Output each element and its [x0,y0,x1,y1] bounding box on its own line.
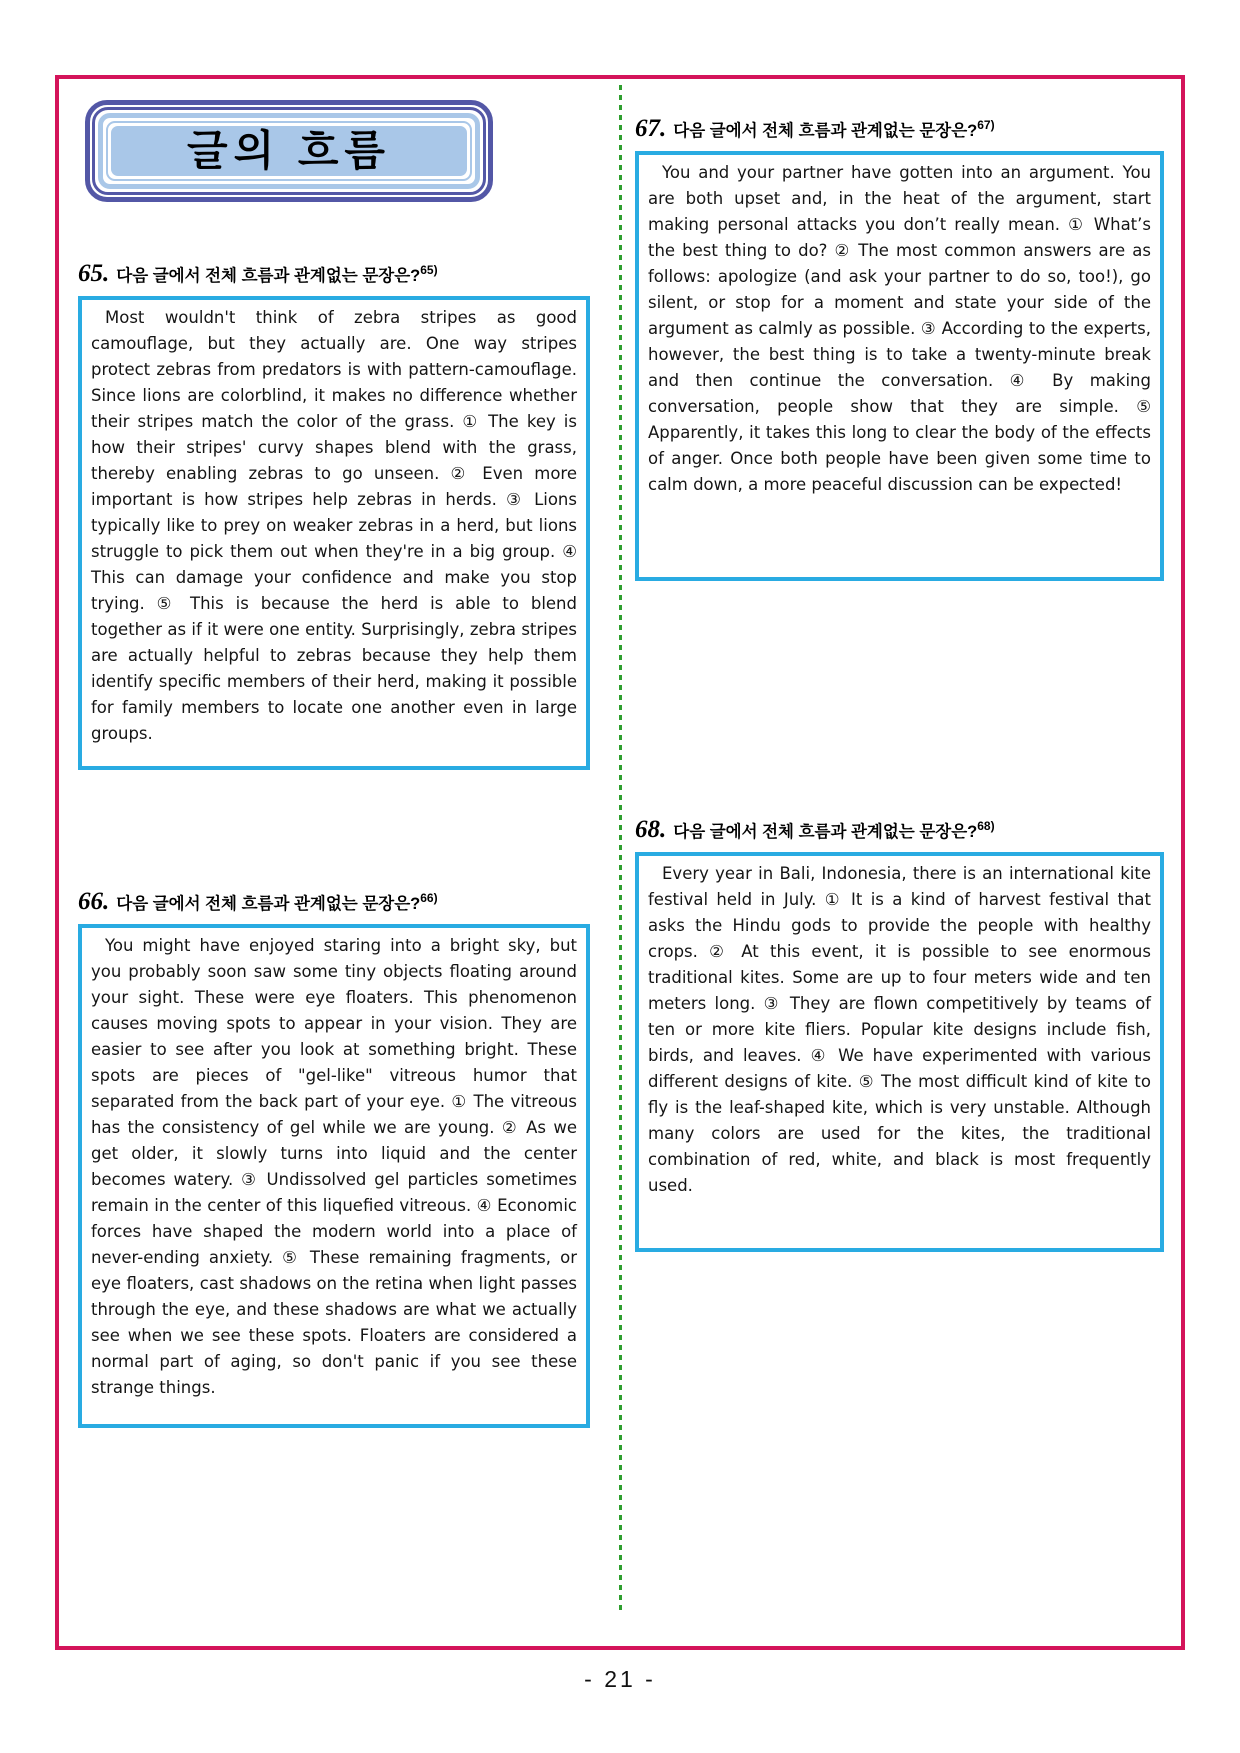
question-67-passage-box [635,151,1164,581]
question-67-number: 67. [635,115,667,142]
question-65-footnote-ref: 65) [420,263,438,277]
page-frame [55,75,1185,1650]
question-67-header [635,115,1164,143]
banner-ring [106,121,472,181]
question-66-prompt: 다음 글에서 전체 흐름과 관계없는 문장은? [116,895,421,913]
question-65-header [78,260,590,288]
question-67-footnote-ref: 67) [977,118,995,132]
banner-ring [92,107,486,195]
column-divider [619,85,622,1613]
question-68-footnote-ref: 68) [977,819,995,833]
question-68-passage-box [635,852,1164,1252]
question-65 [78,260,590,770]
question-65-number: 65. [78,260,110,287]
question-68 [635,816,1164,1252]
question-68-prompt: 다음 글에서 전체 흐름과 관계없는 문장은? [673,823,978,841]
question-68-header [635,816,1164,844]
question-66-number: 66. [78,888,110,915]
section-title: 글의 흐름 [187,127,391,174]
left-column [78,79,590,1428]
question-66-passage-box [78,924,590,1428]
page-number: - 21 - [584,1666,656,1692]
question-65-passage-box [78,296,590,770]
question-66-passage: You might have enjoyed staring into a bright sky, but you probably soon saw some tiny objects floating around your sight. These were eye floaters. This phenomenon causes moving spots to appear in your vision. They are easier to see after you look at something bright. These spots are pieces of "gel-like" vitreous humor that separated from the back part of your eye. ① The vitreous has the consistency of gel while we are young. ② As we get older, it slowly turns into liquid and the center becomes watery. ③ Undissolved gel particles sometimes remain in the center of this liquefied vitreous. ④ Economic forces have shaped the modern world into a place of never-ending anxiety. ⑤ These remaining fragments, or eye floaters, cast shadows on the retina when light passes through the eye, and these shadows are what we actually see when we see these spots. Floaters are considered a normal part of aging, so don't panic if you see these strange things. [91,936,577,1397]
question-68-passage: Every year in Bali, Indonesia, there is an international kite festival held in July. ① It is a kind of harvest festival that asks the Hindu gods to provide the people with healthy crops. ② At this event, it is possible to see enormous traditional kites. Some are up to four meters wide and ten meters long. ③ They are flown competitively by teams of ten or more kite fliers. Popular kite designs include fish, birds, and leaves. ④ We have experimented with various different designs of kite. ⑤ The most difficult kind of kite to fly is the leaf-shaped kite, which is very unstable. Although many colors are used for the kites, the traditional combination of red, white, and black is most frequently used. [648,864,1151,1195]
section-banner [85,100,493,202]
question-67 [635,115,1164,581]
question-67-passage: You and your partner have gotten into an argument. You are both upset and, in the heat of the argument, start making personal attacks you don’t really mean. ① What’s the best thing to do? ② The most common answers are as follows: apologize (and ask your partner to do so, too!), go silent, or stop for a moment and state your side of the argument as calmly as possible. ③ According to the experts, however, the best thing is to take a twenty-minute break and then continue the conversation. ④ By making conversation, people show that they are simple. ⑤ Apparently, it takes this long to clear the body of the effects of anger. Once both people have been given some time to calm down, a more peaceful discussion can be expected! [648,163,1151,494]
question-68-number: 68. [635,816,667,843]
banner-ring [98,113,480,189]
question-66-footnote-ref: 66) [420,891,438,905]
question-66-header [78,888,590,916]
question-65-prompt: 다음 글에서 전체 흐름과 관계없는 문장은? [116,267,421,285]
question-65-passage: Most wouldn't think of zebra stripes as good camouflage, but they actually are. One way stripes protect zebras from predators is with pattern-camouflage. Since lions are colorblind, it makes no difference whether their stripes match the color of the grass. ① The key is how their stripes' curvy shapes blend with the grass, thereby enabling zebras to go unseen. ② Even more important is how stripes help zebras in herds. ③ Lions typically like to prey on weaker zebras in a herd, but lions struggle to pick them out when they're in a big group. ④ This can damage your confidence and make you stop trying. ⑤ This is because the herd is able to blend together as if it were one entity. Surprisingly, zebra stripes are actually helpful to zebras because they help them identify specific members of their herd, making it possible for family members to locate one another even in large groups. [91,308,577,743]
banner-fill [111,126,467,176]
question-67-prompt: 다음 글에서 전체 흐름과 관계없는 문장은? [673,122,978,140]
right-column [635,79,1164,1252]
question-66 [78,888,590,1428]
